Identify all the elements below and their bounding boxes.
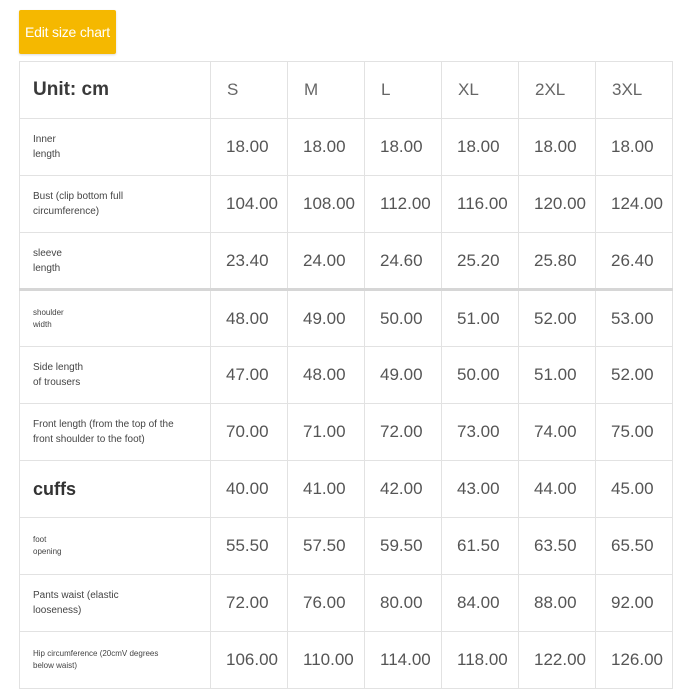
row-label-bust: Bust (clip bottom full circumference): [20, 176, 211, 233]
table-cell: 24.00: [288, 233, 365, 290]
table-cell: 80.00: [365, 575, 442, 632]
table-row: [20, 290, 673, 347]
table-cell: 51.00: [442, 290, 519, 347]
table-cell: 50.00: [442, 347, 519, 404]
table-row: [20, 233, 673, 290]
table-cell: 53.00: [596, 290, 673, 347]
table-cell: 112.00: [365, 176, 442, 233]
table-cell: 45.00: [596, 461, 673, 518]
table-row: [20, 575, 673, 632]
table-cell: 50.00: [365, 290, 442, 347]
table-cell: 104.00: [211, 176, 288, 233]
table-cell: 114.00: [365, 632, 442, 689]
table-cell: 18.00: [442, 119, 519, 176]
header-row: [20, 62, 673, 119]
table-cell: 74.00: [519, 404, 596, 461]
row-label-hip-circumference: Hip circumference (20cmV degrees below waist): [20, 632, 211, 689]
table-cell: 51.00: [519, 347, 596, 404]
edit-size-chart-button[interactable]: Edit size chart: [19, 10, 116, 54]
table-row: [20, 518, 673, 575]
table-cell: 75.00: [596, 404, 673, 461]
table-cell: 44.00: [519, 461, 596, 518]
table-cell: 59.50: [365, 518, 442, 575]
table-cell: 42.00: [365, 461, 442, 518]
table-cell: 76.00: [288, 575, 365, 632]
table-cell: 118.00: [442, 632, 519, 689]
table-row: [20, 347, 673, 404]
table-row: [20, 632, 673, 689]
table-cell: 25.20: [442, 233, 519, 290]
table-cell: 106.00: [211, 632, 288, 689]
size-header-xl: XL: [442, 62, 519, 119]
size-header-s: S: [211, 62, 288, 119]
table-cell: 18.00: [596, 119, 673, 176]
table-cell: 48.00: [211, 290, 288, 347]
row-label-foot-opening: foot opening: [20, 518, 211, 575]
row-label-front-length: Front length (from the top of the front shoulder to the foot): [20, 404, 211, 461]
size-header-l: L: [365, 62, 442, 119]
table-cell: 43.00: [442, 461, 519, 518]
unit-header: Unit: cm: [20, 62, 211, 119]
table-cell: 49.00: [365, 347, 442, 404]
row-label-pants-waist: Pants waist (elastic looseness): [20, 575, 211, 632]
table-row: [20, 404, 673, 461]
table-cell: 108.00: [288, 176, 365, 233]
table-cell: 55.50: [211, 518, 288, 575]
table-cell: 49.00: [288, 290, 365, 347]
table-cell: 70.00: [211, 404, 288, 461]
table-cell: 126.00: [596, 632, 673, 689]
table-cell: 41.00: [288, 461, 365, 518]
table-cell: 18.00: [365, 119, 442, 176]
table-row: [20, 119, 673, 176]
table-row: [20, 176, 673, 233]
row-label-cuffs: cuffs: [20, 461, 211, 518]
table-cell: 84.00: [442, 575, 519, 632]
table-cell: 65.50: [596, 518, 673, 575]
table-cell: 120.00: [519, 176, 596, 233]
table-row: [20, 461, 673, 518]
table-cell: 73.00: [442, 404, 519, 461]
row-label-sleeve-length: sleeve length: [20, 233, 211, 290]
row-label-shoulder-width: shoulder width: [20, 290, 211, 347]
table-cell: 24.60: [365, 233, 442, 290]
table-cell: 40.00: [211, 461, 288, 518]
table-cell: 57.50: [288, 518, 365, 575]
table-cell: 88.00: [519, 575, 596, 632]
table-cell: 48.00: [288, 347, 365, 404]
table-cell: 23.40: [211, 233, 288, 290]
table-cell: 26.40: [596, 233, 673, 290]
size-chart-table: [19, 61, 673, 689]
table-cell: 92.00: [596, 575, 673, 632]
size-header-m: M: [288, 62, 365, 119]
row-label-inner-length: Inner length: [20, 119, 211, 176]
table-cell: 122.00: [519, 632, 596, 689]
table-cell: 61.50: [442, 518, 519, 575]
table-cell: 72.00: [365, 404, 442, 461]
table-cell: 18.00: [288, 119, 365, 176]
table-cell: 18.00: [211, 119, 288, 176]
row-label-side-length-trousers: Side length of trousers: [20, 347, 211, 404]
table-cell: 71.00: [288, 404, 365, 461]
table-cell: 63.50: [519, 518, 596, 575]
table-cell: 52.00: [596, 347, 673, 404]
table-cell: 116.00: [442, 176, 519, 233]
table-cell: 18.00: [519, 119, 596, 176]
size-header-3xl: 3XL: [596, 62, 673, 119]
table-cell: 52.00: [519, 290, 596, 347]
size-header-2xl: 2XL: [519, 62, 596, 119]
table-cell: 124.00: [596, 176, 673, 233]
table-cell: 25.80: [519, 233, 596, 290]
table-cell: 47.00: [211, 347, 288, 404]
table-cell: 110.00: [288, 632, 365, 689]
table-cell: 72.00: [211, 575, 288, 632]
